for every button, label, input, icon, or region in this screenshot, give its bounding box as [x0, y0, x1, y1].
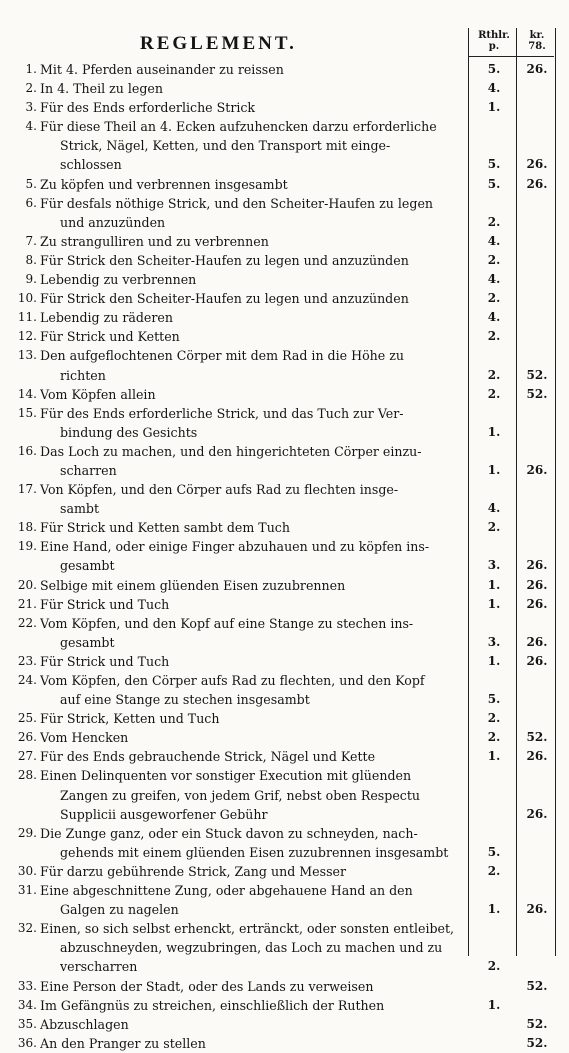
- rthlr-value: 5.: [487, 62, 501, 76]
- fee-item: [0, 881, 569, 919]
- fee-item-line: [0, 308, 569, 327]
- fee-item-line: [0, 461, 569, 480]
- fee-item: [0, 747, 569, 766]
- item-number: 34.: [17, 997, 37, 1012]
- fee-item-line: [0, 709, 569, 728]
- item-description: Für des Ends erforderliche Strick: [40, 100, 256, 116]
- rthlr-value: 2.: [487, 214, 501, 229]
- rthlr-value: 2.: [487, 520, 501, 535]
- fee-item: [0, 404, 569, 442]
- item-number: 22.: [17, 615, 37, 630]
- item-number: 5.: [25, 176, 37, 191]
- item-description: auf eine Stange zu stechen insgesambt: [60, 692, 310, 708]
- item-description: Für Strick und Ketten: [40, 329, 180, 345]
- rthlr-value: 3.: [487, 558, 501, 573]
- fee-item-line: [0, 690, 569, 709]
- fee-item: [0, 518, 569, 537]
- fee-item-line: [0, 232, 569, 251]
- item-number: 31.: [17, 883, 37, 898]
- fee-item-line: [0, 938, 569, 957]
- item-number: 26.: [17, 730, 37, 745]
- kr-value: 26.: [526, 596, 548, 611]
- item-number: 7.: [25, 233, 37, 248]
- fee-item-line: [0, 1034, 569, 1053]
- fee-item: [0, 862, 569, 881]
- item-description: Eine Hand, oder einige Finger abzuhauen und zu köpfen ins-: [40, 539, 430, 555]
- item-number: 35.: [17, 1016, 37, 1031]
- fee-item-line: [0, 556, 569, 575]
- fee-item: [0, 327, 569, 346]
- fee-item-line: [0, 385, 569, 404]
- kr-value: 52.: [526, 1035, 548, 1050]
- rthlr-value: 5.: [487, 844, 501, 859]
- item-description: Supplicii ausgeworfener Gebühr: [60, 806, 268, 822]
- fee-item: [0, 977, 569, 996]
- item-number: 6.: [25, 195, 37, 210]
- item-number: 24.: [17, 673, 37, 687]
- item-description: Zangen zu greifen, von jedem Grif, nebst oben Respectu: [60, 787, 420, 803]
- rthlr-value: 2.: [487, 291, 501, 306]
- fee-item-line: [0, 442, 569, 461]
- rthlr-value: 1.: [487, 577, 501, 592]
- item-description: Vom Köpfen, den Cörper aufs Rad zu flechten, und den Kopf: [40, 673, 425, 688]
- fee-item-line: [0, 576, 569, 595]
- item-description: Für desfals nöthige Strick, und den Scheiter-Haufen zu legen: [40, 195, 434, 211]
- fee-item-line: [0, 175, 569, 194]
- fee-item-line: [0, 60, 569, 79]
- rthlr-value: 4.: [487, 310, 501, 325]
- page-title: REGLEMENT.: [140, 33, 297, 54]
- fee-item-line: [0, 996, 569, 1015]
- fee-item-line: [0, 671, 569, 690]
- item-number: 20.: [17, 577, 37, 592]
- fee-item-line: [0, 289, 569, 308]
- kr-value: 26.: [526, 176, 548, 191]
- kr-value: 52.: [526, 367, 548, 382]
- item-description: Einen, so sich selbst erhenckt, ertränckt, oder sonsten entleibet,: [40, 921, 455, 937]
- fee-item: [0, 671, 569, 709]
- rthlr-value: 2.: [487, 252, 501, 267]
- item-description: Für Strick den Scheiter-Haufen zu legen und anzuzünden: [40, 291, 409, 307]
- fee-item-line: [0, 633, 569, 652]
- item-number: 14.: [17, 386, 37, 401]
- item-number: 8.: [25, 252, 37, 267]
- kr-value: 26.: [526, 577, 548, 592]
- fee-item-line: [0, 404, 569, 423]
- fee-item: [0, 728, 569, 747]
- item-number: 16.: [17, 443, 37, 458]
- fee-item-line: [0, 766, 569, 785]
- fee-item-line: [0, 747, 569, 766]
- fee-item-line: [0, 136, 569, 155]
- item-description: gesambt: [60, 634, 115, 650]
- item-number: 12.: [17, 329, 37, 344]
- fee-item-line: [0, 366, 569, 385]
- item-description: Für des Ends erforderliche Strick, und das Tuch zur Ver-: [40, 405, 404, 421]
- fee-item: [0, 537, 569, 575]
- fee-item-line: [0, 595, 569, 614]
- item-description: Selbige mit einem glüenden Eisen zuzubrennen: [40, 577, 346, 593]
- fee-item-line: [0, 1015, 569, 1034]
- kr-value: 26.: [526, 558, 548, 573]
- item-description: richten: [60, 367, 106, 383]
- fee-item-line: [0, 977, 569, 996]
- item-description: Für Strick den Scheiter-Haufen zu legen und anzuzünden: [40, 252, 409, 268]
- fee-item: [0, 996, 569, 1015]
- item-description: gehends mit einem glüenden Eisen zuzubrennen insgesambt: [60, 844, 449, 860]
- rthlr-value: 1.: [487, 749, 501, 764]
- item-number: 17.: [17, 482, 37, 497]
- rthlr-value: 4.: [487, 233, 501, 248]
- fee-item: [0, 576, 569, 595]
- item-number: 19.: [17, 539, 37, 554]
- item-description: gesambt: [60, 558, 115, 574]
- kr-value: 52.: [526, 730, 548, 745]
- fee-item: [0, 79, 569, 98]
- rthlr-value: 2.: [487, 367, 501, 382]
- item-number: 23.: [17, 653, 37, 668]
- rthlr-value: 4.: [487, 272, 501, 287]
- item-description: abzuschneyden, wegzubringen, das Loch zu machen und zu: [60, 940, 443, 956]
- item-description: Von Köpfen, und den Cörper aufs Rad zu flechten insge-: [40, 482, 399, 498]
- rthlr-value: 1.: [487, 424, 501, 439]
- fee-item-line: [0, 652, 569, 671]
- fee-item-line: [0, 194, 569, 213]
- item-description: Im Gefängnüs zu streichen, einschließlich der Ruthen: [40, 997, 385, 1013]
- item-description: Vom Köpfen, und den Kopf auf eine Stange zu stechen ins-: [40, 615, 414, 631]
- fee-item: [0, 194, 569, 232]
- fee-item: [0, 175, 569, 194]
- fee-item: [0, 98, 569, 117]
- item-description: sambt: [60, 501, 100, 517]
- rthlr-value: 2.: [487, 711, 501, 726]
- fee-item: [0, 117, 569, 174]
- fee-item: [0, 385, 569, 404]
- rthlr-value: 4.: [487, 501, 501, 516]
- header-rule: [468, 56, 554, 57]
- fee-item-line: [0, 824, 569, 843]
- rthlr-value: 2.: [487, 863, 501, 878]
- kr-value: 52.: [526, 386, 548, 401]
- fee-item: [0, 270, 569, 289]
- fee-item-line: [0, 155, 569, 174]
- item-number: 10.: [17, 291, 37, 306]
- item-number: 3.: [25, 100, 37, 115]
- fee-item: [0, 308, 569, 327]
- rthlr-value: 4.: [487, 81, 501, 96]
- fee-item: [0, 652, 569, 671]
- rthlr-value: 1.: [487, 653, 501, 668]
- item-description: Zu strangulliren und zu verbrennen: [40, 233, 269, 249]
- fee-item-line: [0, 79, 569, 98]
- item-description: scharren: [60, 462, 117, 478]
- fee-item: [0, 919, 569, 976]
- item-description: Abzuschlagen: [40, 1016, 129, 1032]
- rthlr-value: 2.: [487, 959, 501, 974]
- item-description: Galgen zu nagelen: [60, 902, 179, 918]
- kr-value: 26.: [526, 462, 548, 477]
- kr-value: 52.: [526, 1016, 548, 1031]
- item-number: 15.: [17, 405, 37, 420]
- item-number: 11.: [17, 310, 37, 325]
- fee-item-line: [0, 423, 569, 442]
- fee-item: [0, 346, 569, 384]
- item-description: An den Pranger zu stellen: [40, 1035, 206, 1051]
- item-description: verscharren: [60, 959, 138, 975]
- item-description: Die Zunge ganz, oder ein Stuck davon zu schneyden, nach-: [40, 825, 418, 841]
- item-description: Lebendig zu räderen: [40, 310, 173, 326]
- rthlr-value: 5.: [487, 692, 501, 707]
- fee-item: [0, 289, 569, 308]
- item-description: Vom Hencken: [40, 730, 129, 746]
- fee-item-line: [0, 881, 569, 900]
- item-number: 1.: [25, 62, 37, 76]
- item-description: Lebendig zu verbrennen: [40, 272, 197, 288]
- fee-item-line: [0, 862, 569, 881]
- fee-item-line: [0, 499, 569, 518]
- item-number: 36.: [17, 1035, 37, 1050]
- fee-item: [0, 709, 569, 728]
- column-header-rthlr: Rthlr. p.: [478, 30, 510, 52]
- fee-item: [0, 1015, 569, 1034]
- item-description: schlossen: [60, 157, 122, 173]
- fee-item-line: [0, 900, 569, 919]
- item-description: Vom Köpfen allein: [40, 386, 156, 402]
- fee-item: [0, 232, 569, 251]
- rthlr-value: 2.: [487, 386, 501, 401]
- item-description: Für diese Theil an 4. Ecken aufzuhencken darzu erforderliche: [40, 119, 437, 135]
- item-description: Für darzu gebührende Strick, Zang und Messer: [40, 863, 347, 879]
- fee-item-line: [0, 728, 569, 747]
- item-description: In 4. Theil zu legen: [40, 81, 163, 97]
- fee-item-line: [0, 537, 569, 556]
- item-description: Eine abgeschnittene Zung, oder abgehauene Hand an den: [40, 883, 413, 899]
- rthlr-value: 5.: [487, 176, 501, 191]
- fee-item-line: [0, 480, 569, 499]
- fee-item: [0, 60, 569, 79]
- fee-item-line: [0, 98, 569, 117]
- fee-item-line: [0, 614, 569, 633]
- item-description: Das Loch zu machen, und den hingerichteten Cörper einzu-: [40, 443, 422, 459]
- kr-value: 26.: [526, 749, 548, 764]
- item-description: Einen Delinquenten vor sonstiger Execution mit glüenden: [40, 768, 412, 784]
- fee-item-line: [0, 213, 569, 232]
- fee-item-line: [0, 843, 569, 862]
- item-description: bindung des Gesichts: [60, 424, 198, 440]
- rthlr-value: 5.: [487, 157, 501, 172]
- fee-item: [0, 1034, 569, 1053]
- fee-item: [0, 824, 569, 862]
- fee-item: [0, 442, 569, 480]
- fee-item-line: [0, 117, 569, 136]
- item-description: und anzuzünden: [60, 214, 166, 230]
- rthlr-value: 2.: [487, 329, 501, 344]
- item-description: Strick, Nägel, Ketten, und den Transport mit einge-: [60, 138, 391, 154]
- item-number: 30.: [17, 863, 37, 878]
- item-number: 28.: [17, 768, 37, 783]
- item-description: Für Strick, Ketten und Tuch: [40, 711, 220, 727]
- kr-value: 26.: [526, 62, 548, 76]
- kr-value: 26.: [526, 653, 548, 668]
- item-number: 25.: [17, 711, 37, 726]
- item-number: 2.: [25, 81, 37, 96]
- fee-item: [0, 595, 569, 614]
- fee-item: [0, 614, 569, 652]
- rthlr-value: 1.: [487, 596, 501, 611]
- fee-item-line: [0, 327, 569, 346]
- item-description: Den aufgeflochtenen Cörper mit dem Rad in die Höhe zu: [40, 348, 404, 364]
- fee-item-line: [0, 786, 569, 805]
- fee-item-line: [0, 346, 569, 365]
- item-number: 18.: [17, 520, 37, 535]
- rthlr-value: 2.: [487, 730, 501, 745]
- rthlr-value: 3.: [487, 634, 501, 649]
- column-header-kr: kr. 78.: [528, 30, 546, 52]
- kr-value: 26.: [526, 806, 548, 821]
- item-number: 13.: [17, 348, 37, 363]
- fee-item: [0, 766, 569, 823]
- item-number: 33.: [17, 978, 37, 993]
- item-number: 9.: [25, 272, 37, 287]
- item-description: Für Strick und Tuch: [40, 653, 170, 669]
- fee-item-line: [0, 251, 569, 270]
- item-number: 4.: [25, 119, 37, 134]
- item-description: Für Strick und Tuch: [40, 596, 170, 612]
- kr-value: 26.: [526, 157, 548, 172]
- kr-value: 52.: [526, 978, 548, 993]
- fee-list: [0, 60, 569, 1053]
- item-number: 27.: [17, 749, 37, 764]
- fee-item: [0, 251, 569, 270]
- item-number: 21.: [17, 596, 37, 611]
- fee-item-line: [0, 919, 569, 938]
- item-description: Für Strick und Ketten sambt dem Tuch: [40, 520, 290, 536]
- fee-item-line: [0, 957, 569, 976]
- fee-item-line: [0, 270, 569, 289]
- item-number: 29.: [17, 825, 37, 840]
- rthlr-value: 1.: [487, 997, 501, 1012]
- item-description: Eine Person der Stadt, oder des Lands zu verweisen: [40, 978, 374, 994]
- item-number: 32.: [17, 921, 37, 936]
- kr-value: 26.: [526, 902, 548, 917]
- fee-item-line: [0, 805, 569, 824]
- item-description: Mit 4. Pferden auseinander zu reissen: [40, 62, 284, 77]
- item-description: Für des Ends gebrauchende Strick, Nägel und Kette: [40, 749, 376, 765]
- rthlr-value: 1.: [487, 902, 501, 917]
- rthlr-value: 1.: [487, 462, 501, 477]
- kr-value: 26.: [526, 634, 548, 649]
- rthlr-value: 1.: [487, 100, 501, 115]
- fee-item: [0, 480, 569, 518]
- fee-item-line: [0, 518, 569, 537]
- item-description: Zu köpfen und verbrennen insgesambt: [40, 176, 288, 192]
